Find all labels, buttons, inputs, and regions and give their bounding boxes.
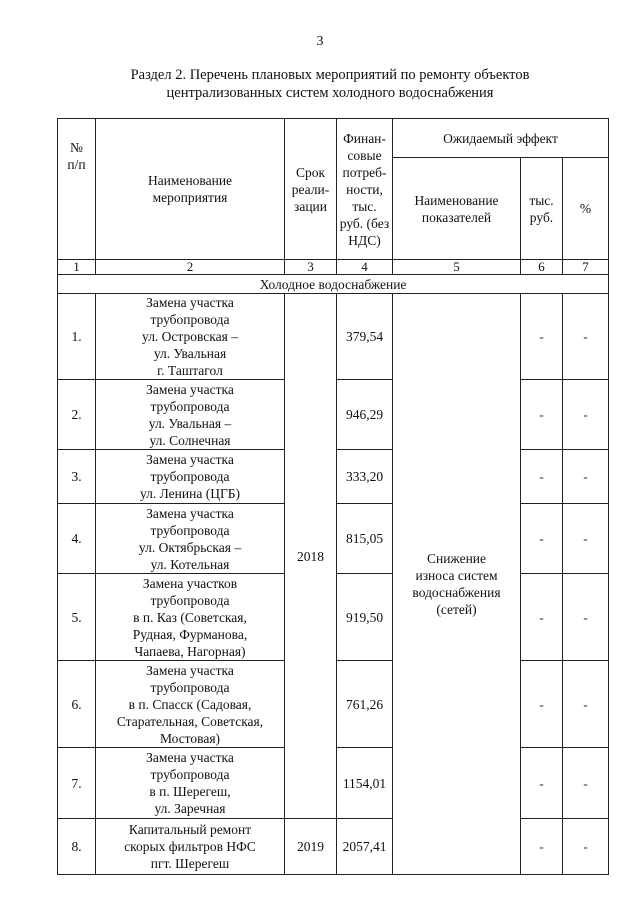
row-number: 3. [58, 450, 96, 504]
header-term [285, 119, 337, 260]
measure-line: Замена участка [146, 662, 234, 678]
cost: 815,05 [337, 504, 393, 574]
measure-line: в п. Шерегеш, [149, 784, 231, 799]
row-number: 6. [58, 661, 96, 748]
effect-rub: - [521, 504, 563, 574]
effect-percent: - [563, 819, 609, 875]
row-number: 8. [58, 819, 96, 875]
measure-line: Мостовая) [159, 730, 221, 746]
section-title: Холодное водоснабжение [58, 275, 609, 294]
effect-percent: - [563, 294, 609, 380]
header-num-line: п/п [67, 157, 86, 172]
effect-line: (сетей) [436, 602, 477, 617]
measure-line: ул. Ленина (ЦГБ) [139, 486, 241, 501]
header-percent: % [563, 158, 609, 260]
row-number: 4. [58, 504, 96, 574]
measure-line: Замена участка [146, 452, 234, 467]
measure-line: Замена участка [146, 381, 234, 397]
effect-percent: - [563, 748, 609, 819]
term-2018: 2018 [285, 294, 337, 819]
effect-rub: - [521, 819, 563, 875]
effect-rub: - [521, 380, 563, 450]
measure-line: Замена участка [146, 505, 234, 521]
header-num [58, 119, 96, 260]
measure-line: в п. Каз (Советская, [133, 609, 247, 625]
column-number: 7 [563, 260, 609, 275]
cost: 379,54 [337, 294, 393, 380]
header-fin-line: Финан- [343, 130, 386, 146]
cost: 333,20 [337, 450, 393, 504]
measure-line: трубопровода [150, 398, 230, 414]
effect-rub: - [521, 748, 563, 819]
heading-line-2: централизованных систем холодного водоснабжения [166, 85, 494, 101]
column-number: 5 [393, 260, 521, 275]
row-number: 1. [58, 294, 96, 380]
header-term-line: зации [294, 198, 327, 214]
measure-line: ул. Котельная [150, 556, 230, 572]
column-number: 6 [521, 260, 563, 275]
section-row [58, 275, 609, 294]
effect-line: Снижение [426, 551, 487, 566]
effect-percent: - [563, 380, 609, 450]
row-number: 5. [58, 574, 96, 661]
measure-line: ул. Солнечная [149, 432, 231, 448]
measure-line: скорых фильтров НФС [124, 839, 256, 854]
measure-line: трубопровода [150, 679, 230, 695]
row-number: 2. [58, 380, 96, 450]
measure-line: трубопровода [150, 592, 230, 608]
measure-line: г. Таштагол [157, 363, 223, 378]
header-num-line: № [70, 140, 83, 155]
measures-table [57, 118, 609, 875]
column-number: 1 [58, 260, 96, 275]
header-effect: Ожидаемый эффект [393, 119, 609, 158]
header-term-line: Срок [295, 164, 326, 180]
measure-line: ул. Октябрьская – [138, 539, 242, 555]
term-2019: 2019 [285, 819, 337, 875]
measure-line: Замена участка [146, 750, 234, 765]
cost: 919,50 [337, 574, 393, 661]
header-name [96, 119, 285, 260]
header-fin-line: совые [347, 147, 382, 163]
effect-rub: - [521, 661, 563, 748]
effect-rub: - [521, 574, 563, 661]
heading-line-1: Раздел 2. Перечень плановых мероприятий по ремонту объектов [130, 67, 530, 83]
measure-line: Чапаева, Нагорная) [134, 643, 246, 659]
measure-name [96, 450, 285, 504]
measure-line: Рудная, Фурманова, [132, 626, 248, 642]
row-number: 7. [58, 748, 96, 819]
measure-line: Замена участков [142, 575, 238, 591]
effect-description [393, 294, 521, 875]
effect-rub: - [521, 450, 563, 504]
cost: 761,26 [337, 661, 393, 748]
effect-line: износа систем [415, 568, 498, 583]
header-rub-line: руб. [529, 209, 554, 225]
effect-percent: - [563, 504, 609, 574]
measure-line: Замена участка [146, 295, 234, 310]
cost: 946,29 [337, 380, 393, 450]
measure-line: трубопровода [150, 312, 230, 327]
column-number: 3 [285, 260, 337, 275]
header-indicator-line: Наименование [414, 192, 499, 208]
measure-name [96, 504, 285, 574]
header-indicator [393, 158, 521, 260]
section-heading [60, 66, 600, 102]
cost: 1154,01 [337, 748, 393, 819]
measure-line: Старательная, Советская, [116, 713, 264, 729]
header-term-line: реали- [291, 181, 330, 197]
header-fin-line: руб. (без [339, 215, 390, 231]
measure-line: ул. Островская – [142, 329, 238, 344]
measure-name [96, 819, 285, 875]
header-rub-line: тыс. [529, 192, 554, 208]
header-fin-line: НДС) [348, 232, 381, 248]
measure-line: ул. Заречная [154, 801, 226, 816]
measure-line: ул. Увальная – [148, 415, 232, 431]
measure-line: пгт. Шерегеш [150, 856, 230, 871]
header-rub [521, 158, 563, 260]
page-number: 3 [316, 34, 324, 49]
table-row [58, 294, 609, 380]
measure-line: Капитальный ремонт [128, 822, 252, 837]
column-number: 4 [337, 260, 393, 275]
header-name-line: мероприятия [152, 190, 228, 205]
column-number-row [58, 260, 609, 275]
measure-name [96, 294, 285, 380]
effect-rub: - [521, 294, 563, 380]
effect-percent: - [563, 450, 609, 504]
header-fin-line: потреб- [342, 164, 387, 180]
header-row-1 [58, 119, 609, 158]
effect-percent: - [563, 574, 609, 661]
effect-percent: - [563, 661, 609, 748]
header-name-line: Наименование [147, 173, 233, 188]
table-row [58, 819, 609, 875]
measure-line: трубопровода [150, 767, 230, 782]
header-indicator-line: показателей [421, 209, 492, 225]
header-fin-line: тыс. [352, 198, 377, 214]
column-number: 2 [96, 260, 285, 275]
measure-name [96, 380, 285, 450]
cost: 2057,41 [337, 819, 393, 875]
measure-line: в п. Спасск (Садовая, [128, 696, 252, 712]
measure-line: трубопровода [150, 469, 230, 484]
measure-line: ул. Увальная [153, 346, 227, 361]
measure-name [96, 661, 285, 748]
measure-line: трубопровода [150, 522, 230, 538]
header-fin-line: ности, [346, 181, 383, 197]
measure-name [96, 748, 285, 819]
measure-name [96, 574, 285, 661]
header-finance [337, 119, 393, 260]
effect-line: водоснабжения [412, 585, 501, 600]
